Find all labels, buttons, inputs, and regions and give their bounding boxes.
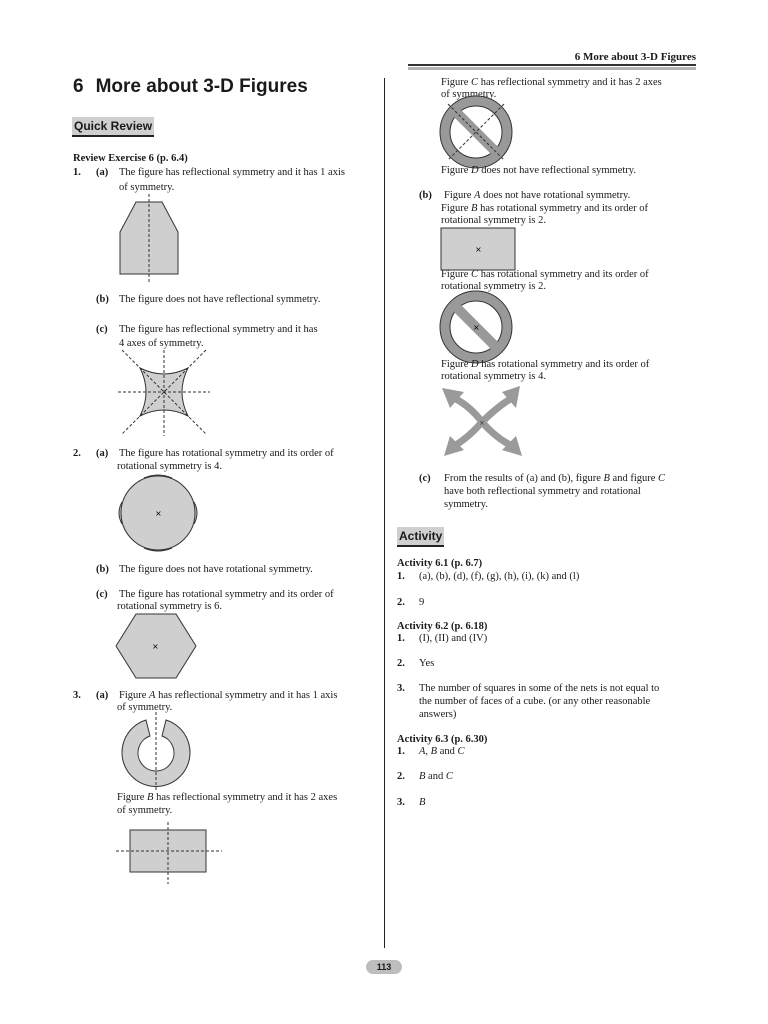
a63-q2-answer: B and C bbox=[419, 771, 453, 782]
fig-c-refl-line1: Figure C has reflectional symmetry and it has 2 axes bbox=[441, 77, 662, 88]
q1a-label: (a) bbox=[96, 167, 109, 178]
q2-number: 2. bbox=[73, 448, 81, 459]
a63-q2-number: 2. bbox=[397, 771, 405, 782]
fig-d-refl-text: Figure D does not have reflectional symmetry. bbox=[441, 165, 636, 176]
svg-text:×: × bbox=[473, 323, 480, 332]
conclusion-line2: have both reflectional symmetry and rotational bbox=[444, 486, 641, 497]
figure-c-rotation-sign bbox=[440, 292, 512, 362]
fig-b-rot-line1: Figure B has rotational symmetry and its order of bbox=[441, 203, 649, 214]
q1a-pentagon-figure bbox=[110, 192, 190, 284]
a61-q1-answer: (a), (b), (d), (f), (g), (h), (i), (k) and (l) bbox=[419, 571, 580, 582]
fig-c-rot-line2: rotational symmetry is 2. bbox=[441, 281, 546, 292]
q2a-circle-figure bbox=[114, 472, 204, 554]
fig-c-refl-line2: of symmetry. bbox=[441, 89, 497, 100]
a62-q3-line1: The number of squares in some of the nets is not equal to bbox=[419, 683, 660, 694]
activity-6-3-heading: Activity 6.3 (p. 6.30) bbox=[397, 734, 488, 745]
svg-text:×: × bbox=[479, 419, 485, 427]
chapter-title-text: More about 3-D Figures bbox=[95, 76, 308, 97]
q2a-line2: rotational symmetry is 4. bbox=[117, 461, 222, 472]
header-rule bbox=[408, 64, 696, 66]
fig-b-rot-line2: rotational symmetry is 2. bbox=[441, 215, 546, 226]
fig-a-rot-text: Figure A does not have rotational symmetry. bbox=[444, 190, 631, 201]
q2c-label: (c) bbox=[96, 589, 108, 600]
quick-review-heading: Quick Review bbox=[72, 117, 154, 137]
q2c-hexagon-figure bbox=[114, 612, 198, 680]
header-rule-shade bbox=[408, 67, 696, 70]
figure-c-prohibition-sign bbox=[440, 98, 512, 166]
q2a-label: (a) bbox=[96, 448, 109, 459]
svg-text:×: × bbox=[152, 642, 159, 651]
q3b-line1: Figure B has reflectional symmetry and it has 2 axes bbox=[117, 792, 338, 803]
svg-text:×: × bbox=[155, 509, 162, 518]
fig-d-rot-line1: Figure D has rotational symmetry and its order of bbox=[441, 359, 650, 370]
a63-q3-answer: B bbox=[419, 797, 426, 808]
q1b-label: (b) bbox=[96, 294, 109, 305]
page-number: 113 bbox=[366, 960, 402, 974]
a63-q3-number: 3. bbox=[397, 797, 405, 808]
a63-q1-answer: A, B and C bbox=[419, 746, 465, 757]
activity-6-1-heading: Activity 6.1 (p. 6.7) bbox=[397, 558, 483, 569]
q1a-line2: of symmetry. bbox=[119, 182, 175, 193]
q2b-text: The figure does not have rotational symmetry. bbox=[119, 564, 313, 575]
a62-q3-line3: answers) bbox=[419, 709, 457, 720]
q3b-line2: of symmetry. bbox=[117, 805, 173, 816]
q3a-line2: of symmetry. bbox=[117, 702, 173, 713]
chapter-title bbox=[73, 76, 308, 98]
svg-text:×: × bbox=[475, 245, 482, 254]
figure-d-four-arrows bbox=[440, 384, 524, 460]
q2c-line1: The figure has rotational symmetry and its order of bbox=[119, 589, 334, 600]
fig-d-rot-line2: rotational symmetry is 4. bbox=[441, 371, 546, 382]
q1c-concave-star-figure bbox=[118, 348, 210, 438]
q2b-label: (b) bbox=[96, 564, 109, 575]
a61-q2-number: 2. bbox=[397, 597, 405, 608]
a62-q3-line2: the number of faces of a cube. (or any other reasonable bbox=[419, 696, 651, 707]
q1c-line2: 4 axes of symmetry. bbox=[119, 338, 204, 349]
figure-b-rotation-rectangle bbox=[440, 226, 518, 272]
a63-q1-number: 1. bbox=[397, 746, 405, 757]
a62-q1-answer: (I), (II) and (IV) bbox=[419, 633, 488, 644]
fig-c-rot-line1: Figure C has rotational symmetry and its order of bbox=[441, 269, 649, 280]
activity-6-2-heading: Activity 6.2 (p. 6.18) bbox=[397, 621, 488, 632]
figure-b-rectangle bbox=[116, 822, 222, 884]
q3-number: 3. bbox=[73, 690, 81, 701]
figure-a-ring bbox=[116, 712, 196, 792]
q1c-label: (c) bbox=[96, 324, 108, 335]
q3a-label: (a) bbox=[96, 690, 109, 701]
column-divider bbox=[384, 78, 385, 948]
a61-q2-answer: 9 bbox=[419, 597, 425, 608]
rc-label: (c) bbox=[419, 473, 431, 484]
q1a-line1: The figure has reflectional symmetry and it has 1 axis bbox=[119, 167, 345, 178]
q1b-text: The figure does not have reflectional symmetry. bbox=[119, 294, 321, 305]
chapter-number: 6 bbox=[73, 76, 84, 97]
a62-q3-number: 3. bbox=[397, 683, 405, 694]
rb-label: (b) bbox=[419, 190, 432, 201]
q1-number: 1. bbox=[73, 167, 81, 178]
activity-heading: Activity bbox=[397, 527, 444, 547]
q3a-line1: Figure A has reflectional symmetry and it has 1 axis bbox=[119, 690, 338, 701]
q2a-line1: The figure has rotational symmetry and its order of bbox=[119, 448, 334, 459]
q2c-line2: rotational symmetry is 6. bbox=[117, 601, 222, 612]
a61-q1-number: 1. bbox=[397, 571, 405, 582]
q1c-line1: The figure has reflectional symmetry and it has bbox=[119, 324, 318, 335]
conclusion-line3: symmetry. bbox=[444, 499, 488, 510]
a62-q2-answer: Yes bbox=[419, 658, 435, 669]
review-exercise-heading: Review Exercise 6 (p. 6.4) bbox=[73, 153, 188, 164]
a62-q1-number: 1. bbox=[397, 633, 405, 644]
conclusion-line1: From the results of (a) and (b), figure B and figure C bbox=[444, 473, 666, 484]
running-head: 6 More about 3-D Figures bbox=[574, 51, 696, 63]
a62-q2-number: 2. bbox=[397, 658, 405, 669]
